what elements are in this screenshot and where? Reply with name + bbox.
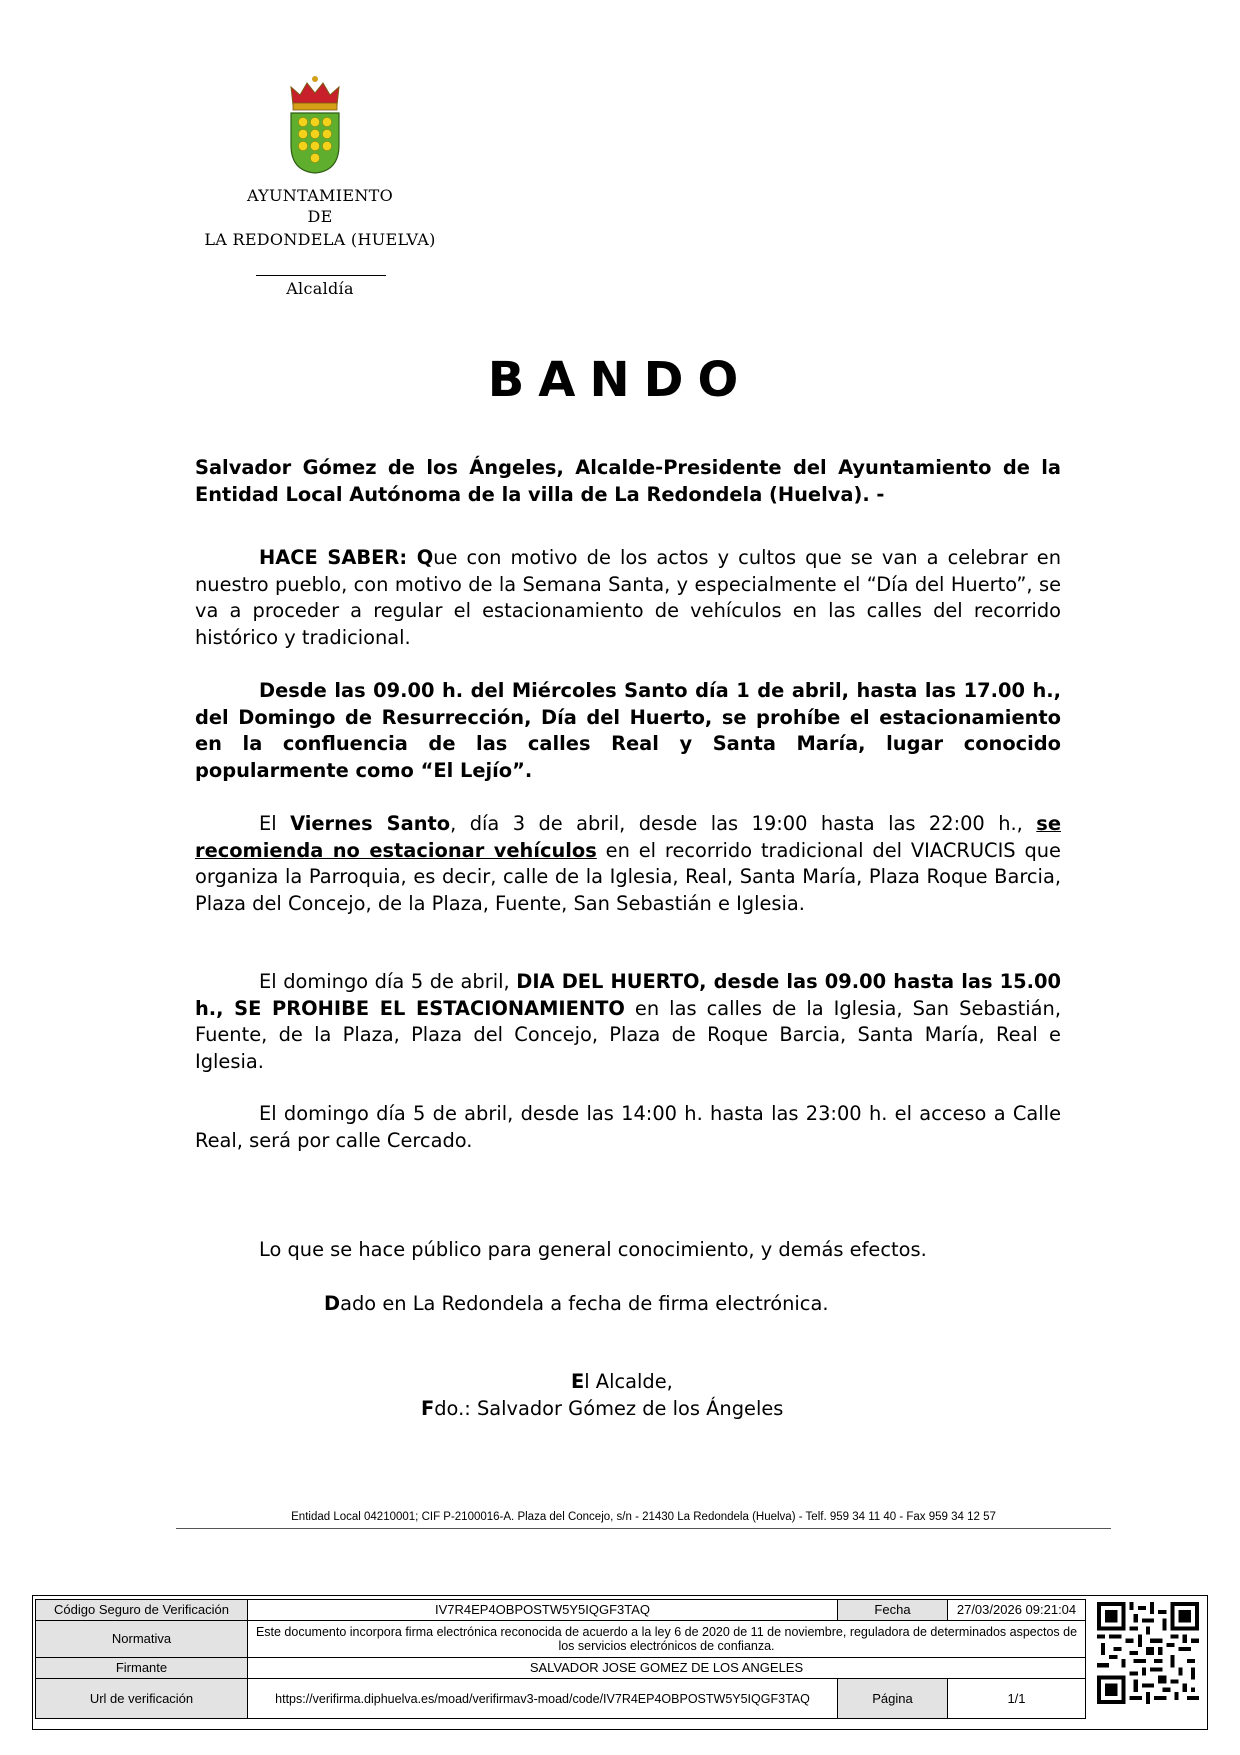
signature-title-text: l Alcalde, — [584, 1370, 673, 1393]
hace-saber-lead: HACE SABER: Q — [259, 546, 434, 569]
p4-prohibition: DIA DEL HUERTO, desde las 09.00 hasta las 15.00 h., SE PROHIBE EL ESTACIONAMIENTO — [195, 970, 1061, 1020]
signature-name-text: do.: Salvador Gómez de los Ángeles — [434, 1397, 784, 1420]
p3-text-c: , día 3 de abril, desde las 19:00 hasta las 22:00 h., — [450, 812, 1037, 835]
header-divider — [256, 275, 386, 276]
firmante-label: Firmante — [36, 1658, 248, 1679]
fecha-value: 27/03/2026 09:21:04 — [948, 1600, 1086, 1621]
table-row — [36, 1621, 1086, 1658]
header-department: Alcaldía — [286, 279, 354, 298]
table-row — [36, 1658, 1086, 1679]
normativa-value: Este documento incorpora firma electrónica reconocida de acuerdo a la ley 6 de 2020 de 11 de noviembre, reguladora de determinados aspectos de los servicios electrónicos de confianza. — [248, 1621, 1086, 1658]
csv-label: Código Seguro de Verificación — [36, 1600, 248, 1621]
pagina-label: Página — [838, 1679, 948, 1719]
p4-text-a: El domingo día 5 de abril, — [259, 970, 517, 993]
table-row — [36, 1679, 1086, 1719]
signature-name-initial: F — [421, 1397, 435, 1420]
normativa-label: Normativa — [36, 1621, 248, 1658]
dado-text: ado en La Redondela a fecha de firma electrónica. — [340, 1292, 829, 1315]
url-label: Url de verificación — [36, 1679, 248, 1719]
p3-text-e: en el recorrido tradicional del VIACRUCIS que organiza la Parroquia, es decir, calle de la Iglesia, Real, Santa María, Plaza Roque Barcia, Plaza del Concejo, de la Plaza, Fuente, San Sebastián e Iglesia. — [195, 838, 1061, 915]
footer-address: Entidad Local 04210001; CIF P-2100016-A. Plaza del Concejo, s/n - 21430 La Redondela (Huelva) - Telf. 959 34 11 40 - Fax 959 34 12 57 — [291, 1511, 996, 1523]
page-title: BANDO — [487, 352, 753, 408]
paragraph-dia-del-huerto — [195, 969, 1061, 1075]
table-row — [36, 1600, 1086, 1621]
paragraph-viernes-santo — [195, 811, 1061, 917]
signature-title-initial: E — [571, 1370, 585, 1393]
fecha-label: Fecha — [838, 1600, 948, 1621]
paragraph-calle-real: El domingo día 5 de abril, desde las 14:00 h. hasta las 23:00 h. el acceso a Calle Real, será por calle Cercado. — [195, 1102, 1061, 1152]
hace-saber-text: ue con motivo de los actos y cultos que se van a celebrar en nuestro pueblo, con motivo de la Semana Santa, y especialmente el “Día del Huerto”, se va a proceder a regular el estacionamiento de vehículos en las calles del recorrido histórico y tradicional. — [195, 546, 1061, 649]
closing-statement: Lo que se hace público para general conocimiento, y demás efectos. — [259, 1238, 927, 1261]
pagina-value: 1/1 — [948, 1679, 1086, 1719]
firmante-value: SALVADOR JOSE GOMEZ DE LOS ANGELES — [248, 1658, 1086, 1679]
p3-recommendation: se recomienda no estacionar vehículos — [195, 812, 1061, 862]
csv-value: IV7R4EP4OBPOSTW5Y5IQGF3TAQ — [248, 1600, 838, 1621]
signature-name — [421, 1396, 783, 1422]
intro-paragraph: Salvador Gómez de los Ángeles, Alcalde-Presidente del Ayuntamiento de la Entidad Local Autónoma de la villa de La Redondela (Huelva). - — [195, 456, 1061, 506]
paragraph-hace-saber — [195, 545, 1061, 651]
verification-table — [35, 1599, 1086, 1719]
p3-viernes-santo: Viernes Santo — [290, 812, 451, 835]
header-municipality: LA REDONDELA (HUELVA) — [204, 230, 436, 249]
url-value[interactable]: https://verifirma.diphuelva.es/moad/verifirmav3-moad/code/IV7R4EP4OBPOSTW5Y5IQGF3TAQ — [248, 1679, 838, 1719]
footer-divider — [176, 1528, 1111, 1529]
p3-text-a: El — [259, 812, 291, 835]
header-ayuntamiento: AYUNTAMIENTO — [246, 186, 394, 205]
coat-of-arms-icon — [285, 75, 345, 175]
qr-code-icon — [1097, 1602, 1199, 1704]
paragraph-miercoles-santo: Desde las 09.00 h. del Miércoles Santo día 1 de abril, hasta las 17.00 h., del Domingo de Resurrección, Día del Huerto, se prohíbe el estacionamiento en la confluencia de las calles Real y Santa María, lugar conocido popularmente como “El Lejío”. — [195, 679, 1061, 782]
dado-initial: D — [324, 1292, 341, 1315]
header-de: DE — [307, 207, 333, 226]
signature-title — [571, 1369, 673, 1395]
p4-text-c: en las calles de la Iglesia, San Sebastián, Fuente, de la Plaza, Plaza del Concejo, Plaza de Roque Barcia, Santa María, Real e Iglesia. — [195, 996, 1061, 1073]
dado-line — [324, 1291, 829, 1317]
